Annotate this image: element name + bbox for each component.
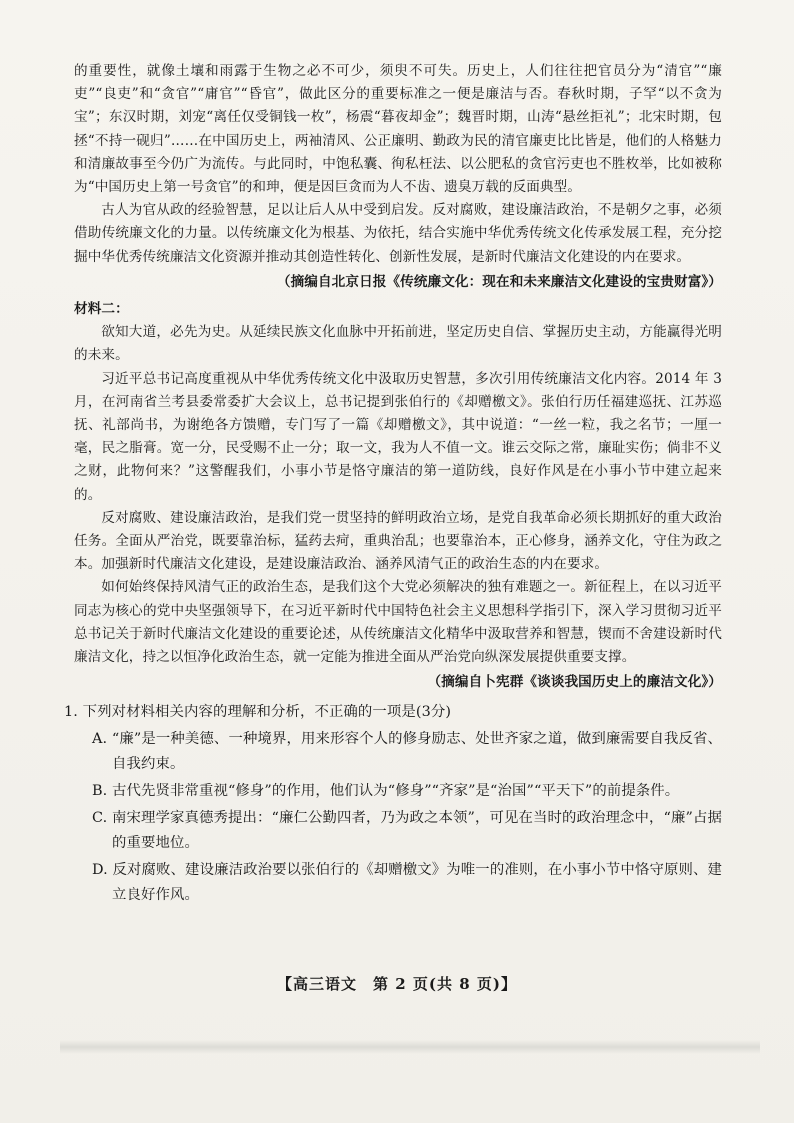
material2-paragraph-1: 欲知大道，必先为史。从延续民族文化血脉中开拓前进，坚定历史自信、掌握历史主动，方能赢得光明的未来。 xyxy=(74,324,722,364)
page-footer xyxy=(0,973,794,994)
question-1-stem: 1. 下列对材料相关内容的理解和分析，不正确的一项是(3分) xyxy=(64,704,452,721)
page-content xyxy=(64,60,722,908)
question-1-option-a: A. “廉”是一种美德、一种境界，用来形容个人的修身励志、处世齐家之道，做到廉需要自我反省、自我约束。 xyxy=(92,731,722,773)
question-1-option-b: B. 古代先贤非常重视“修身”的作用，他们认为“修身”“齐家”是“治国”“平天下”的前提条件。 xyxy=(92,783,680,800)
material1-paragraph-1: 的重要性，就像土壤和雨露于生物之必不可少，须臾不可失。历史上，人们往往把官员分为“清官”“廉吏”“良吏”和“贪官”“庸官”“昏官”，做此区分的重要标准之一便是廉洁与否。春秋时期，子罕“以不贪为宝”；东汉时期，刘宠“离任仅受铜钱一枚”，杨震“暮夜却金”；魏晋时期，山涛“悬丝拒礼”；北宋时期，包拯“不持一砚归”……在中国历史上，两袖清风、公正廉明、勤政为民的清官廉吏比比皆是，他们的人格魅力和清廉故事至今仍广为流传。与此同时，中饱私囊、徇私枉法、以公肥私的贪官污吏也不胜枚举，比如被称为“中国历史上第一号贪官”的和珅，便是因巨贪而为人不齿、遗臭万载的反面典型。 xyxy=(74,63,722,196)
question-1-option-c: C. 南宋理学家真德秀提出：“廉仁公勤四者，乃为政之本领”，可见在当时的政治理念中，“廉”占据的重要地位。 xyxy=(92,810,722,852)
material2-paragraph-3: 反对腐败、建设廉洁政治，是我们党一贯坚持的鲜明政治立场，是党自我革命必须长期抓好的重大政治任务。全面从严治党，既要靠治标，猛药去疴，重典治乱；也要靠治本，正心修身，涵养文化，守住为政之本。加强新时代廉洁文化建设，是建设廉洁政治、涵养风清气正的政治生态的内在要求。 xyxy=(74,509,722,573)
material2-paragraph-2: 习近平总书记高度重视从中华优秀传统文化中汲取历史智慧，多次引用传统廉洁文化内容。2014 年 3 月，在河南省兰考县委常委扩大会议上，总书记提到张伯行的《却赠檄文》。张伯行历任福建巡抚、江苏巡抚、礼部尚书，为谢绝各方馈赠，专门写了一篇《却赠檄文》，其中说道：“一丝一粒，我之名节；一厘一毫，民之脂膏。宽一分，民受赐不止一分；取一文，我为人不值一文。谁云交际之常，廉耻实伤；倘非不义之财，此物何来？”这警醒我们，小事小节是恪守廉洁的第一道防线，良好作风是在小事小节中建立起来的。 xyxy=(74,370,722,503)
material2-paragraph-4: 如何始终保持风清气正的政治生态，是我们这个大党必须解决的独有难题之一。新征程上，在以习近平同志为核心的党中央坚强领导下，在习近平新时代中国特色社会主义思想科学指引下，深入学习贯彻习近平总书记关于新时代廉洁文化建设的重要论述，从传统廉洁文化精华中汲取营养和智慧，锲而不舍建设新时代廉洁文化，持之以恒净化政治生态，就一定能为推进全面从严治党向纵深发展提供重要支撑。 xyxy=(74,579,722,666)
footer-page-label: 【高三语文 第 2 页(共 8 页)】 xyxy=(277,975,517,993)
material1-paragraph-2: 古人为官从政的经验智慧，足以让后人从中受到启发。反对腐败，建设廉洁政治，不是朝夕之事，必须借助传统廉文化的力量。以传统廉文化为根基、为依托，结合实施中华优秀传统文化传承发展工程，充分挖掘中华优秀传统廉洁文化资源并推动其创造性转化、创新性发展，是新时代廉洁文化建设的内在要求。 xyxy=(74,202,722,265)
question-1-option-d: D. 反对腐败、建设廉洁政治要以张伯行的《却赠檄文》为唯一的准则，在小事小节中恪守原则、建立良好作风。 xyxy=(92,862,722,904)
material2-label: 材料二： xyxy=(74,301,129,318)
scan-shadow xyxy=(60,1040,760,1054)
material1-source: （摘编自北京日报《传统廉文化：现在和未来廉洁文化建设的宝贵财富》） xyxy=(276,273,722,290)
material2-source: （摘编自卜宪群《谈谈我国历史上的廉洁文化》） xyxy=(427,674,722,691)
